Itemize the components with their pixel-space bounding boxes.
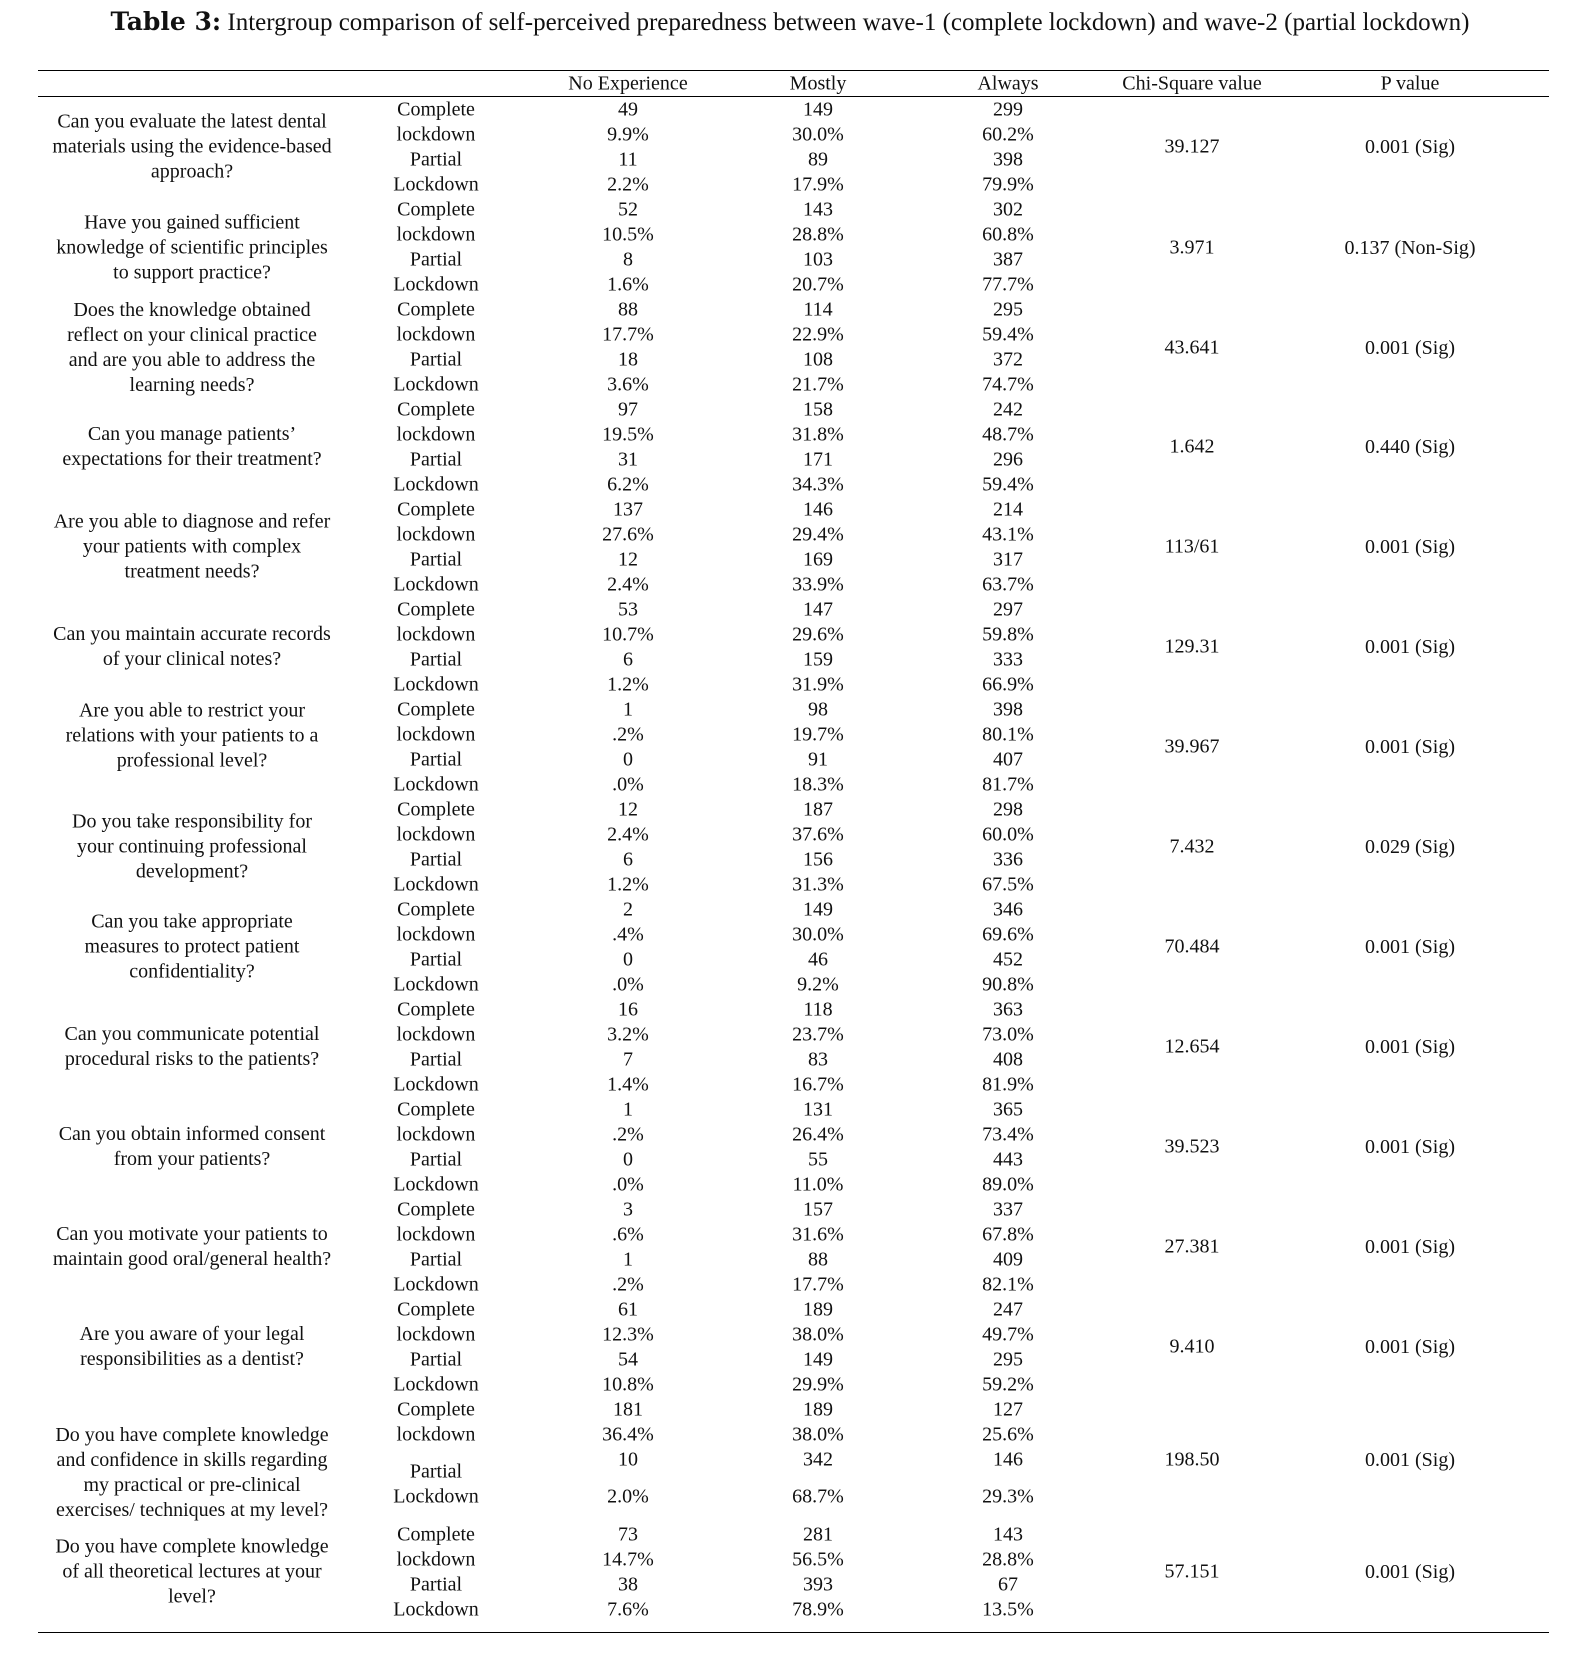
percent-cell: 29.6% [792,623,844,646]
count-cell: 46 [808,948,828,971]
percent-cell: 90.8% [982,973,1034,996]
count-cell: 156 [803,848,833,871]
percent-cell: .0% [612,773,644,796]
group-label: Partial [409,748,463,771]
percent-cell: 17.7% [792,1273,844,1296]
count-cell: 149 [803,98,833,121]
count-cell: 147 [803,598,833,621]
chi-square-cell: 39.967 [1164,735,1220,758]
percent-cell: 34.3% [792,473,844,496]
percent-cell: 18.3% [792,773,844,796]
count-cell: 363 [993,998,1023,1021]
p-value-cell: 0.001 (Sig) [1365,337,1455,359]
group-label: Partial [409,548,463,571]
count-cell: 372 [993,348,1023,371]
count-cell: 443 [993,1148,1023,1171]
group-label: lockdown [396,1023,476,1046]
count-cell: 149 [803,1348,833,1371]
group-label: Complete [397,798,475,821]
count-cell: 146 [993,1448,1023,1471]
percent-cell: 9.9% [607,123,649,146]
count-cell: 365 [993,1098,1023,1121]
count-cell: 89 [808,148,828,171]
group-label: lockdown [396,523,476,546]
table-title-text: Intergroup comparison of self-perceived preparedness between wave-1 (complete lockdown) and wave-2 (partial lockdown) [221,9,1470,36]
group-label: lockdown [396,423,476,446]
percent-cell: 38.0% [792,1423,844,1446]
p-value-cell: 0.001 (Sig) [1365,1136,1455,1158]
percent-cell: 6.2% [607,473,649,496]
percent-cell: 7.6% [607,1598,649,1621]
group-label: lockdown [396,723,476,746]
question-text: Can you take appropriate measures to protect patient confidentiality? [84,910,300,983]
count-cell: 52 [618,198,638,221]
percent-cell: .2% [612,1123,644,1146]
percent-cell: .6% [612,1223,644,1246]
count-cell: 187 [803,798,833,821]
percent-cell: 31.3% [792,873,844,896]
group-label: Complete [397,198,475,221]
percent-cell: 82.1% [982,1273,1034,1296]
p-value-cell: 0.001 (Sig) [1365,1449,1455,1471]
group-label: Partial [409,248,463,271]
count-cell: 143 [803,198,833,221]
percent-cell: 3.2% [607,1023,649,1046]
group-label: Complete [397,98,475,121]
count-cell: 158 [803,398,833,421]
group-label: Complete [397,1298,475,1321]
percent-cell: 38.0% [792,1323,844,1346]
count-cell: 189 [803,1298,833,1321]
chi-square-cell: 129.31 [1164,635,1220,658]
table-title-label: Table 3: [110,7,222,36]
p-value-cell: 0.029 (Sig) [1365,836,1455,858]
group-label: lockdown [396,1423,476,1446]
chi-square-cell: 70.484 [1164,935,1220,958]
count-cell: 247 [993,1298,1023,1321]
percent-cell: 2.0% [607,1485,649,1508]
count-cell: 281 [803,1523,833,1546]
count-cell: 0 [623,748,633,771]
question-text: Do you have complete knowledge of all theoretical lectures at your level? [55,1535,329,1608]
percent-cell: 29.9% [792,1373,844,1396]
table-title [40,6,1540,39]
count-cell: 91 [808,748,828,771]
group-label: lockdown [396,1123,476,1146]
chi-square-cell: 1.642 [1169,435,1215,458]
count-cell: 98 [808,698,828,721]
group-label: Complete [397,1198,475,1221]
percent-cell: 12.3% [602,1323,654,1346]
count-cell: 3 [623,1198,633,1221]
count-cell: 169 [803,548,833,571]
group-label: Partial [409,1048,463,1071]
count-cell: 11 [618,148,638,171]
count-cell: 407 [993,748,1023,771]
count-cell: 143 [993,1523,1023,1546]
p-value-cell: 0.001 (Sig) [1365,1561,1455,1583]
count-cell: 2 [623,898,633,921]
percent-cell: 27.6% [602,523,654,546]
percent-cell: 80.1% [982,723,1034,746]
group-label: Complete [397,898,475,921]
percent-cell: 89.0% [982,1173,1034,1196]
percent-cell: 60.2% [982,123,1034,146]
chi-square-cell: 9.410 [1169,1335,1215,1358]
group-label: lockdown [396,923,476,946]
count-cell: 146 [803,498,833,521]
p-value-cell: 0.001 (Sig) [1365,536,1455,558]
group-label: Partial [409,1573,463,1596]
group-label: Lockdown [393,673,479,696]
percent-cell: 19.7% [792,723,844,746]
count-cell: 408 [993,1048,1023,1071]
column-header-p-value: P value [1380,72,1440,95]
group-label: lockdown [396,123,476,146]
percent-cell: 56.5% [792,1548,844,1571]
chi-square-cell: 27.381 [1164,1235,1220,1258]
group-label: lockdown [396,1223,476,1246]
percent-cell: 67.8% [982,1223,1034,1246]
percent-cell: 31.8% [792,423,844,446]
p-value-cell: 0.001 (Sig) [1365,736,1455,758]
chi-square-cell: 12.654 [1164,1035,1220,1058]
column-header-mostly: Mostly [789,72,847,95]
percent-cell: 2.4% [607,823,649,846]
p-value-cell: 0.440 (Sig) [1365,436,1455,458]
count-cell: 159 [803,648,833,671]
group-label: Lockdown [393,173,479,196]
count-cell: 67 [998,1573,1018,1596]
group-label: Partial [409,448,463,471]
percent-cell: 1.2% [607,873,649,896]
percent-cell: 17.7% [602,323,654,346]
percent-cell: 37.6% [792,823,844,846]
percent-cell: 33.9% [792,573,844,596]
count-cell: 88 [808,1248,828,1271]
percent-cell: 9.2% [797,973,839,996]
group-label: Partial [409,1248,463,1271]
count-cell: 189 [803,1398,833,1421]
percent-cell: 59.4% [982,323,1034,346]
percent-cell: 14.7% [602,1548,654,1571]
group-label: Complete [397,598,475,621]
percent-cell: 23.7% [792,1023,844,1046]
percent-cell: 63.7% [982,573,1034,596]
percent-cell: 1.4% [607,1073,649,1096]
count-cell: 18 [618,348,638,371]
percent-cell: 77.7% [982,273,1034,296]
count-cell: 131 [803,1098,833,1121]
count-cell: 302 [993,198,1023,221]
percent-cell: 17.9% [792,173,844,196]
chi-square-cell: 39.127 [1164,135,1220,158]
count-cell: 73 [618,1523,638,1546]
count-cell: 114 [803,298,833,321]
group-label: Lockdown [393,873,479,896]
question-text: Can you maintain accurate records of your clinical notes? [53,623,331,670]
group-label: Lockdown [393,773,479,796]
percent-cell: 16.7% [792,1073,844,1096]
p-value-cell: 0.137 (Non-Sig) [1344,237,1476,259]
group-label: Lockdown [393,1273,479,1296]
group-label: Lockdown [393,273,479,296]
percent-cell: 68.7% [792,1485,844,1508]
column-header-no-experience: No Experience [568,72,688,95]
group-label: Complete [397,1398,475,1421]
count-cell: 38 [618,1573,638,1596]
count-cell: 0 [623,1148,633,1171]
count-cell: 317 [993,548,1023,571]
group-label: lockdown [396,623,476,646]
count-cell: 1 [623,1248,633,1271]
percent-cell: 10.8% [602,1373,654,1396]
question-text: Are you aware of your legal responsibilities as a dentist? [79,1323,305,1370]
group-label: Complete [397,498,475,521]
count-cell: 53 [618,598,638,621]
group-label: Lockdown [393,1073,479,1096]
percent-cell: 60.8% [982,223,1034,246]
percent-cell: 66.9% [982,673,1034,696]
percent-cell: .0% [612,973,644,996]
count-cell: 49 [618,98,638,121]
count-cell: 409 [993,1248,1023,1271]
group-label: Lockdown [393,1485,479,1508]
percent-cell: 21.7% [792,373,844,396]
percent-cell: 81.7% [982,773,1034,796]
count-cell: 387 [993,248,1023,271]
percent-cell: 11.0% [792,1173,844,1196]
percent-cell: 30.0% [792,923,844,946]
group-label: lockdown [396,323,476,346]
group-label: lockdown [396,823,476,846]
percent-cell: 78.9% [792,1598,844,1621]
percent-cell: .4% [612,923,644,946]
group-label: Partial [409,348,463,371]
count-cell: 393 [803,1573,833,1596]
chi-square-cell: 113/61 [1164,535,1220,558]
count-cell: 171 [803,448,833,471]
group-label: Partial [409,1460,463,1483]
percent-cell: 29.3% [982,1485,1034,1508]
percent-cell: 19.5% [602,423,654,446]
question-text: Can you evaluate the latest dental materials using the evidence-based approach? [52,110,332,183]
count-cell: 97 [618,398,638,421]
count-cell: 452 [993,948,1023,971]
count-cell: 88 [618,298,638,321]
group-label: Partial [409,648,463,671]
bottom-rule [38,1632,1549,1633]
count-cell: 149 [803,898,833,921]
count-cell: 1 [623,1098,633,1121]
group-label: Lockdown [393,473,479,496]
group-label: lockdown [396,223,476,246]
count-cell: 6 [623,848,633,871]
group-label: Partial [409,1348,463,1371]
count-cell: 214 [993,498,1023,521]
percent-cell: 60.0% [982,823,1034,846]
percent-cell: 81.9% [982,1073,1034,1096]
count-cell: 7 [623,1048,633,1071]
count-cell: 298 [993,798,1023,821]
p-value-cell: 0.001 (Sig) [1365,1036,1455,1058]
count-cell: 12 [618,798,638,821]
count-cell: 103 [803,248,833,271]
count-cell: 31 [618,448,638,471]
group-label: Lockdown [393,1173,479,1196]
percent-cell: 73.0% [982,1023,1034,1046]
percent-cell: .2% [612,723,644,746]
p-value-cell: 0.001 (Sig) [1365,1236,1455,1258]
percent-cell: 10.5% [602,223,654,246]
count-cell: 83 [808,1048,828,1071]
p-value-cell: 0.001 (Sig) [1365,636,1455,658]
percent-cell: 43.1% [982,523,1034,546]
count-cell: 297 [993,598,1023,621]
percent-cell: 2.4% [607,573,649,596]
percent-cell: .0% [612,1173,644,1196]
count-cell: 118 [803,998,833,1021]
group-label: Complete [397,998,475,1021]
percent-cell: 30.0% [792,123,844,146]
percent-cell: 48.7% [982,423,1034,446]
count-cell: 296 [993,448,1023,471]
group-label: Partial [409,148,463,171]
count-cell: 181 [613,1398,643,1421]
group-label: Complete [397,698,475,721]
percent-cell: 28.8% [792,223,844,246]
percent-cell: 49.7% [982,1323,1034,1346]
group-label: Complete [397,298,475,321]
group-label: Lockdown [393,1373,479,1396]
group-label: Partial [409,948,463,971]
question-text: Are you able to restrict your relations with your patients to a professional level? [65,699,319,772]
percent-cell: 3.6% [607,373,649,396]
percent-cell: 25.6% [982,1423,1034,1446]
count-cell: 6 [623,648,633,671]
percent-cell: 59.4% [982,473,1034,496]
percent-cell: 10.7% [602,623,654,646]
question-text: Can you motivate your patients to maintain good oral/general health? [52,1223,332,1270]
p-value-cell: 0.001 (Sig) [1365,936,1455,958]
group-label: Lockdown [393,373,479,396]
percent-cell: 29.4% [792,523,844,546]
count-cell: 336 [993,848,1023,871]
percent-cell: 1.2% [607,673,649,696]
percent-cell: 1.6% [607,273,649,296]
question-text: Do you have complete knowledge and confidence in skills regarding my practical or pre-clinical exercises/ techniques at my level? [55,1424,329,1521]
group-label: Partial [409,1148,463,1171]
chi-square-cell: 39.523 [1164,1135,1220,1158]
group-label: Partial [409,848,463,871]
count-cell: 12 [618,548,638,571]
chi-square-cell: 57.151 [1164,1560,1220,1583]
group-label: Lockdown [393,1598,479,1621]
p-value-cell: 0.001 (Sig) [1365,1336,1455,1358]
percent-cell: 73.4% [982,1123,1034,1146]
percent-cell: 36.4% [602,1423,654,1446]
percent-cell: 28.8% [982,1548,1034,1571]
percent-cell: 26.4% [792,1123,844,1146]
chi-square-cell: 3.971 [1169,236,1215,259]
question-text: Have you gained sufficient knowledge of scientific principles to support practice? [56,211,328,284]
column-header-chi-square-value: Chi-Square value [1122,72,1262,95]
percent-cell: 59.8% [982,623,1034,646]
count-cell: 1 [623,698,633,721]
count-cell: 127 [993,1398,1023,1421]
count-cell: 8 [623,248,633,271]
question-text: Are you able to diagnose and refer your patients with complex treatment needs? [53,510,331,583]
count-cell: 398 [993,698,1023,721]
percent-cell: 31.9% [792,673,844,696]
count-cell: 333 [993,648,1023,671]
count-cell: 398 [993,148,1023,171]
percent-cell: 79.9% [982,173,1034,196]
count-cell: 54 [618,1348,638,1371]
count-cell: 242 [993,398,1023,421]
percent-cell: .2% [612,1273,644,1296]
group-label: Lockdown [393,573,479,596]
percent-cell: 2.2% [607,173,649,196]
percent-cell: 69.6% [982,923,1034,946]
group-label: Complete [397,1523,475,1546]
question-text: Can you manage patients’ expectations for their treatment? [62,423,322,470]
percent-cell: 67.5% [982,873,1034,896]
question-text: Can you communicate potential procedural risks to the patients? [64,1023,320,1070]
percent-cell: 22.9% [792,323,844,346]
count-cell: 0 [623,948,633,971]
group-label: lockdown [396,1323,476,1346]
count-cell: 295 [993,298,1023,321]
count-cell: 295 [993,1348,1023,1371]
count-cell: 10 [618,1448,638,1471]
percent-cell: 59.2% [982,1373,1034,1396]
count-cell: 55 [808,1148,828,1171]
p-value-cell: 0.001 (Sig) [1365,136,1455,158]
count-cell: 16 [618,998,638,1021]
percent-cell: 31.6% [792,1223,844,1246]
count-cell: 342 [803,1448,833,1471]
group-label: Complete [397,398,475,421]
percent-cell: 13.5% [982,1598,1034,1621]
count-cell: 61 [618,1298,638,1321]
count-cell: 346 [993,898,1023,921]
count-cell: 337 [993,1198,1023,1221]
chi-square-cell: 198.50 [1164,1448,1220,1471]
question-text: Do you take responsibility for your continuing professional development? [72,810,312,883]
question-text: Can you obtain informed consent from your patients? [58,1123,326,1170]
group-label: Lockdown [393,973,479,996]
group-label: lockdown [396,1548,476,1571]
group-label: Complete [397,1098,475,1121]
count-cell: 108 [803,348,833,371]
count-cell: 299 [993,98,1023,121]
count-cell: 157 [803,1198,833,1221]
column-header-always: Always [977,72,1039,95]
count-cell: 137 [613,498,643,521]
chi-square-cell: 7.432 [1169,835,1215,858]
percent-cell: 74.7% [982,373,1034,396]
chi-square-cell: 43.641 [1164,336,1220,359]
question-text: Does the knowledge obtained reflect on your clinical practice and are you able to address the learning needs? [67,299,317,396]
percent-cell: 20.7% [792,273,844,296]
